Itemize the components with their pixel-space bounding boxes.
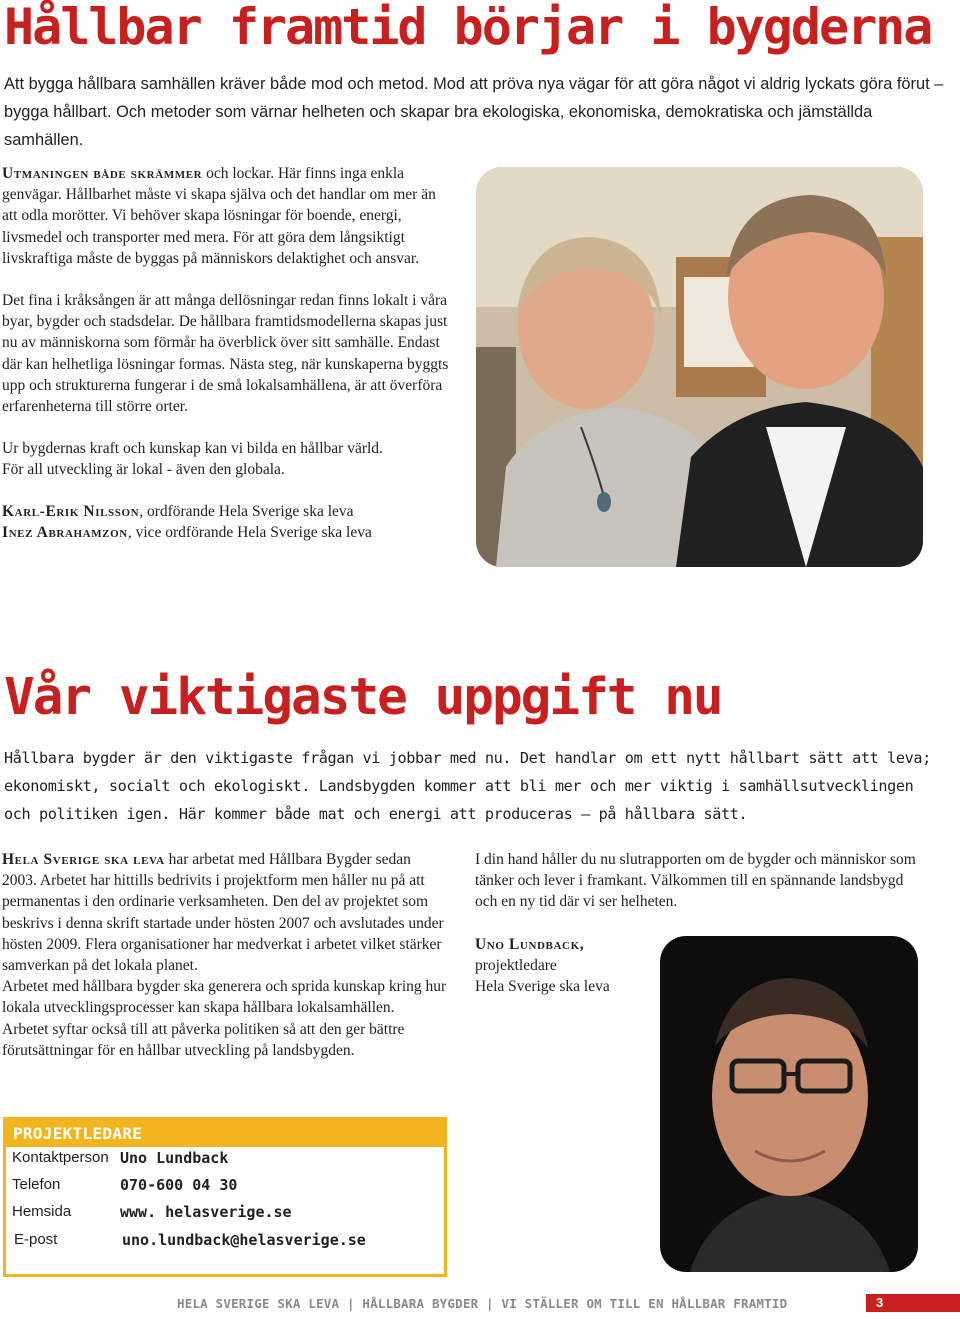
right-paragraph-1: I din hand håller du nu slutrapporten om de bygder och människor som tänker och lever i framkant. Välkommen till en spännande landsbygd och en ny tid där vi ser helheten. <box>475 851 916 911</box>
contact-person-value: Uno Lundback <box>120 1149 229 1167</box>
closing-line-2: För all utveckling är lokal - även den globala. <box>2 461 285 479</box>
phone-value: 070-600 04 30 <box>120 1176 238 1194</box>
section2-intro <box>4 744 944 828</box>
page-number: 3 <box>866 1294 960 1312</box>
contact-info-box <box>3 1117 447 1277</box>
lead-in: Utmaningen både skrämmer <box>2 165 203 182</box>
signature-organisation: Hela Sverige ska leva <box>475 978 610 996</box>
body-paragraph-2: Det fina i kråksången är att många dellösningar redan finns lokalt i våra byar, bygder och stadsdelar. De hållbara framtidsmodellerna skapas just nu av människorna som förmår ha överblick över sitt samhälle. Endast där kan helhetliga lösningar formas. Nästa steg, när kunskaperna byggts upp och strukturerna fungerar i de små lokalsamhällena, är att överföra erfarenheterna till större orter. <box>2 292 449 416</box>
signatures <box>2 501 450 543</box>
paragraph-text: har arbetat med Hållbara Bygder sedan 2003. Arbetet har hittills bedrivits i projektform men håller nu på att permanentas i den ordinarie verksamheten. Den del av projektet som beskrivs i denna skrift startade under hösten 2007 och avslutades under hösten 2009. Flera organisationer har medverkat i arbetet vilket stärker samverkan på det lokala planet. <box>2 851 444 975</box>
portrait-photo-project-leader <box>660 936 918 1272</box>
organisation-lead-in: Hela Sverige ska leva <box>2 851 165 868</box>
email-label: E-post <box>14 1231 58 1248</box>
website-label: Hemsida <box>12 1203 72 1220</box>
paragraph-text: och lockar. Här finns inga enkla genvägar. Hållbarhet måste vi skapa själva och det handlar om mer än att odla morötter. Vi behöver skapa lösningar för boende, energi, livsmedel och transporter med mera. För att göra dem långsiktigt livskraftiga måste de byggas på människors delaktighet och ansvar. <box>2 165 436 267</box>
body-paragraph-3 <box>2 438 450 480</box>
signature-role-2: , vice ordförande Hela Sverige ska leva <box>127 523 372 541</box>
email-link[interactable]: uno.lundback@helasverige.se <box>122 1231 366 1249</box>
left-paragraph-3: Arbetet syftar också till att påverka politiken så att den ger bättre förutsättningar för en hållbar utveckling på landsbygden. <box>2 1020 405 1059</box>
contact-box-heading: PROJEKTLEDARE <box>6 1120 444 1147</box>
section1-body <box>2 163 450 564</box>
footer-running-title: HELA SVERIGE SKA LEVA | HÅLLBARA BYGDER | VI STÄLLER OM TILL EN HÅLLBAR FRAMTID <box>177 1296 788 1311</box>
signature-role-1: , ordförande Hela Sverige ska leva <box>139 502 354 520</box>
left-paragraph-2: Arbetet med hållbara bygder ska generera och sprida kunskap kring hur lokala utvecklingsprocesser kan skapa hållbara lokalsamhällen. <box>2 978 447 1017</box>
section-title: Vår viktigaste uppgift nu <box>4 668 722 727</box>
portrait-photo-chairpersons <box>476 167 923 567</box>
signature-role: projektledare <box>475 956 557 974</box>
signature-name-2: Inez Abrahamzon <box>2 523 128 541</box>
page-title: Hållbar framtid börjar i bygderna <box>4 0 932 56</box>
signature-name: Uno Lundback, <box>475 935 585 953</box>
signature-name-1: Karl-Erik Nilsson <box>2 502 140 520</box>
section2-intro-text: Hållbara bygder är den viktigaste frågan vi jobbar med nu. Det handlar om ett nytt hållbart sätt att leva; ekonomiskt, socialt och ekologiskt. Landsbygden kommer att bli mer och mer viktig i samhällsutvecklingen och politiken igen. Här kommer både mat och energi att produceras – på hållbara sätt. <box>4 749 931 823</box>
page-footer <box>0 1296 960 1312</box>
website-link[interactable]: www. helasverige.se <box>120 1203 292 1221</box>
intro-paragraph <box>4 70 944 154</box>
section2-left-column <box>2 849 448 1061</box>
left-paragraph-1 <box>2 849 448 976</box>
body-paragraph-1 <box>2 163 450 269</box>
intro-text: Att bygga hållbara samhällen kräver både mod och metod. Mod att pröva nya vägar för att göra något vi aldrig lyckats göra förut – bygga hållbart. Och metoder som värnar helheten och skapar bra ekologiska, ekonomiska, demokratiska och jämställda samhällen. <box>4 75 944 149</box>
closing-line-1: Ur bygdernas kraft och kunskap kan vi bilda en hållbar värld. <box>2 440 383 458</box>
phone-label: Telefon <box>12 1176 61 1193</box>
contact-label: Kontaktperson <box>12 1149 109 1166</box>
